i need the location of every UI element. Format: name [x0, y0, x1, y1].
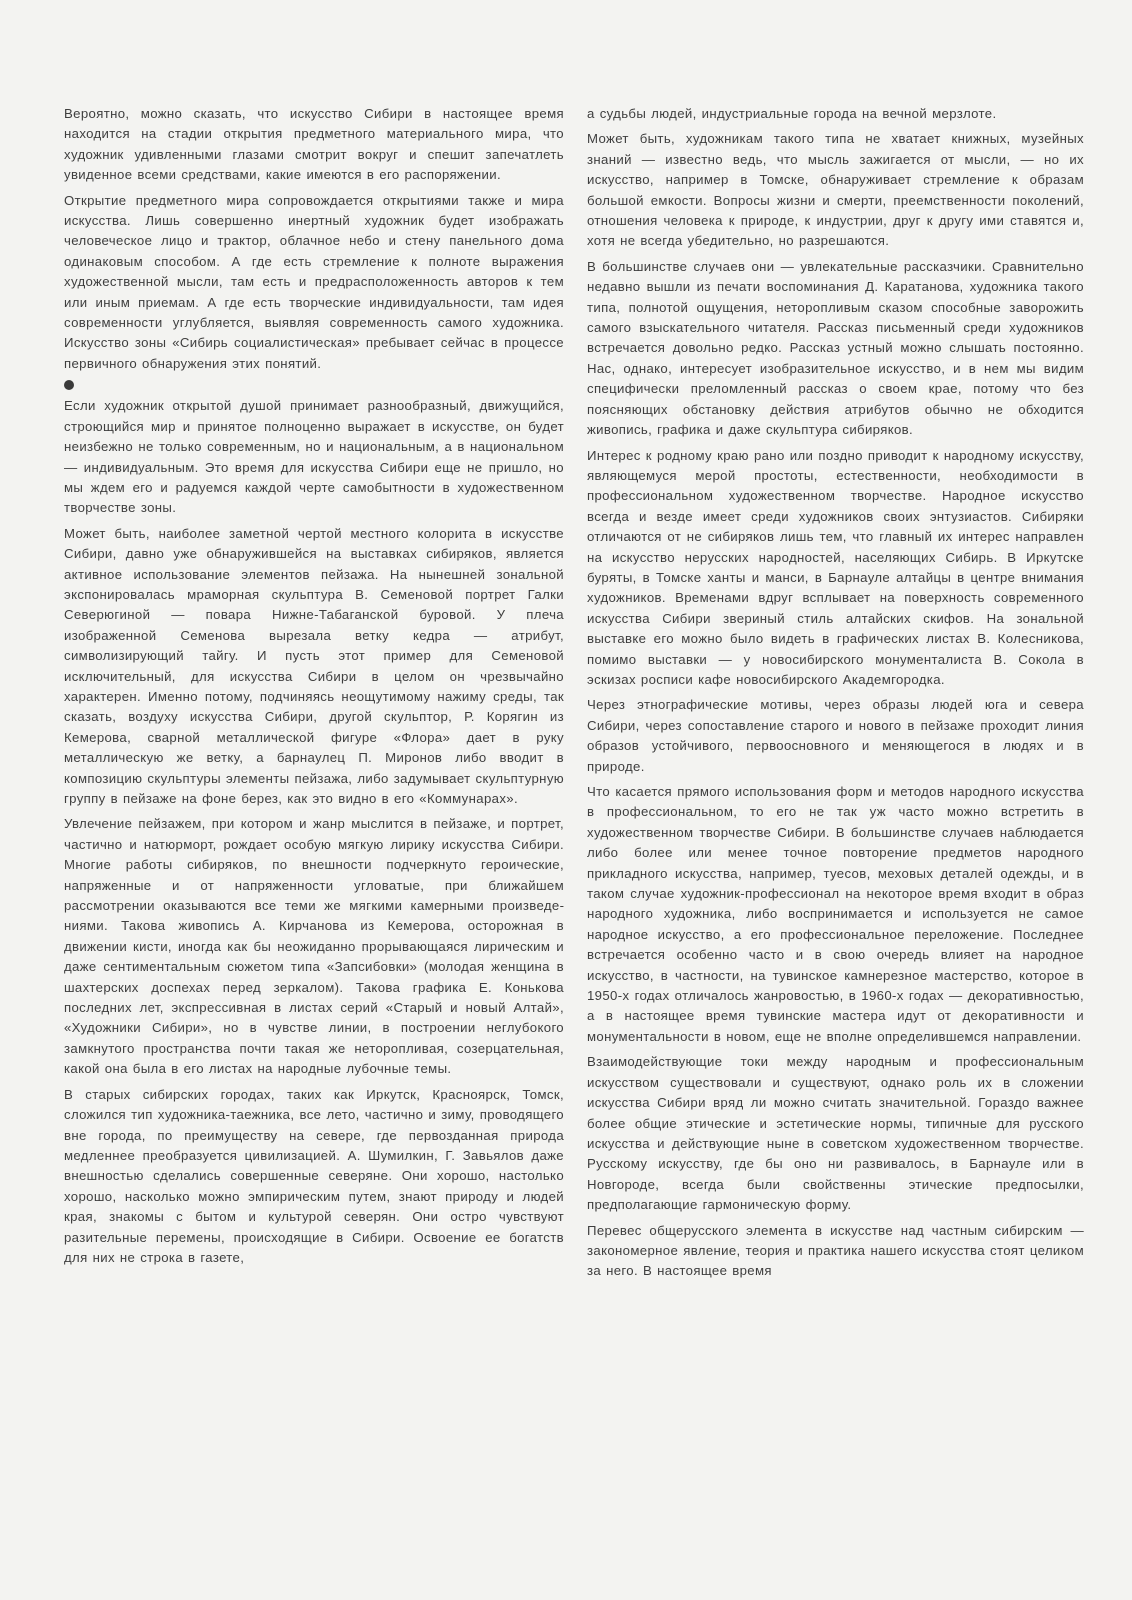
- paragraph: В большинстве случаев они — увлекательные рассказчики. Сравнительно недавно вышли из печати воспоминания Д. Каратанова, художника такого типа, полнотой ощущения, неторопливым сказом способные заворожить самого взыскательного читателя. Рассказ письменный среди художников встречается довольно редко. Рассказ устный можно слышать постоянно. Нас, однако, интересует изобразительное искусство, и в нем мы видим специфически преломленный рассказ о своем крае, потому что без поясняющих обстановку действия атрибутов обычно не обходится живопись, графика и даже скульптура сибиряков.: [587, 258, 1084, 438]
- paragraph: Перевес общерусского элемента в искусстве над частным сибирским — закономерное явление, теория и практика нашего искусства стоят целиком за него. В настоящее время: [587, 1222, 1084, 1279]
- left-column: [64, 104, 564, 1273]
- paragraph: Через этнографические мотивы, через образы людей юга и севера Сибири, через сопоставление старого и нового в пейзаже проходит линия образов устойчивого, первоосновного и меняющегося в людях и в природе.: [587, 697, 1084, 774]
- paragraph: Взаимодействующие токи между народным и профессиональным искусством существовали и существуют, однако роль их в сложении искусства Сибири вряд ли можно считать значительной. Гораздо важнее более общие этические и эстетические нормы, типичные для русского искусства и действующие ныне в советском художественном творчестве. Русскому искусству, где бы оно ни развивалось, в Барнауле или в Новгороде, всегда были свойственны этические предпосылки, предполагающие гармоническую форму.: [587, 1054, 1084, 1213]
- paragraph: а судьбы людей, индустриальные города на вечной мерзлоте.: [587, 106, 997, 121]
- paragraph: Интерес к родному краю рано или поздно приводит к народному искусству, являющемуся мерой простоты, естественности, необходимости в профессиональном художественном творчестве. Народное искусство всегда и везде имеет среди художников своих энтузиастов. Сибиряки отличаются от не сибиряков лишь тем, что главный их интерес направлен на искусство нерусских народностей, населяющих Сибирь. В Иркутске буряты, в Томске ханты и манси, в Барнауле алтайцы в центре внимания художников. Временами вдруг всплывает на поверхность современного искусства Сибири звериный стиль алтайских скифов. На зональной выставке его можно было видеть в графических листах В. Колесникова, помимо выставки — у новосибирского монументалиста В. Сокола в эскизах росписи кафе новосибирского Академгородка.: [587, 447, 1084, 687]
- paragraph: Может быть, художникам такого типа не хватает книжных, музейных знаний — известно ведь, что мысль зажигается от мысли, — но их искусство, например в Томске, обнаруживает стремление к образам большой емкости. Вопросы жизни и смерти, преемственности поколений, отношения человека к природе, к индустрии, друг к другу ими ставятся и, хотя не всегда убедительно, но разрешаются.: [587, 131, 1084, 249]
- paragraph: Может быть, наиболее заметной чертой местного колорита в искусстве Сибири, давно уже обнаружившейся на выставках сибиряков, является активное использование элементов пейзажа. На нынешней зональной экспонировалась мраморная скульптура В. Семеновой портрет Галки Северюгиной — повара Нижне-Табаганской буровой. У плеча изображенной Семенова вырезала ветку кедра — атрибут, символизирующий тайгу. И пусть этот пример для Семеновой исключительный, для искусства Сибири в целом он чрезвычайно характерен. Именно потому, подчиняясь неощутимому нажиму среды, так сказать, воздуху искусства Сибири, другой скульптор, Р. Корягин из Кемерова, сварной металлической фигуре «Флора» дает в руку металлическую же ветку, а барнаулец П. Миронов либо вводит в композицию скульптуры элементы пейзажа, либо задумывает скульптурную группу в пейзаже на фоне берез, как это видно в его «Коммунарах».: [64, 525, 564, 806]
- paragraph: Вероятно, можно сказать, что искусство Сибири в настоящее время находится на стадии открытия предметного материального мира, что художник удивленными глазами смотрит вокруг и спешит запечатлеть увиденное всеми средствами, какие имеются в его распоряжении.: [64, 106, 564, 183]
- paragraph: Что касается прямого использования форм и методов народного искусства в профессиональном, то его не так уж часто можно встретить в художественном творчестве Сибири. В большинстве случаев наблюдается либо более или менее точное повторение предметов народного прикладного искусства, например, туесов, меховых деталей одежды, и в таком случае художник-профессионал на некоторое время входит в образ народного художника, либо воспринимается и используется не самое народное искусство, а его профессиональное переложение. Последнее встречается особенно часто и в свою очередь влияет на народное искусство, в частности, на тувинское камнерезное мастерство, которое в 1950-х годах отличалось жанровостью, в 1960-х годах — декоративностью, а в настоящее время тувинские мастера идут от декоративности и монументальности в новом, еще не вполне определившемся направлении.: [587, 784, 1084, 1044]
- paragraph: Увлечение пейзажем, при котором и жанр мыслится в пейзаже, и портрет, частично и натюрморт, рождает особую мягкую лирику искусства Сибири. Многие работы сибиряков, по внешности подчеркнуто героические, напряженные и от напряженности угловатые, при ближайшем рассмотрении оказываются все теми же мягкими камерными произведениями. Такова живопись А. Кирчанова из Кемерова, осторожная в движении кисти, иногда как бы неожиданно прорывающаяся лирическим и даже сентиментальным сюжетом типа «Запсибовки» (молодая женщина в шахтерских доспехах перед зеркалом). Такова графика Е. Конькова последних лет, экспрессивная в листах серий «Старый и новый Алтай», «Художники Сибири», но в чувстве линии, в построении неглубокого замкнутого пространства почти такая же неторопливая, созерцательная, какой она была в его листах на народные лубочные темы.: [64, 816, 564, 1077]
- paragraph: В старых сибирских городах, таких как Иркутск, Красноярск, Томск, сложился тип художника-таежника, все лето, частично и зиму, проводящего вне города, по преимуществу на севере, где первозданная природа медленнее преобразуется цивилизацией. А. Шумилкин, Г. Завьялов даже внешностью сделались совершенные северяне. Они хорошо, настолько хорошо, насколько можно эмпирическим путем, знают природу и людей края, знакомы с бытом и культурой северян. Они остро чувствуют разительные перемены, происходящие в Сибири. Освоение ее богатств для них не строка в газете,: [64, 1086, 564, 1265]
- paragraph: Если художник открытой душой принимает разнообразный, движущийся, строющийся мир и принятое полноценно выражает в искусстве, он будет неизбежно не только современным, но и национальным, а в национальном — индивидуальным. Это время для искусства Сибири еще не пришло, но мы ждем его и радуемся каждой черте самобытности в художественном творчестве зоны.: [64, 398, 564, 516]
- paragraph: Открытие предметного мира сопровождается открытиями также и мира искусства. Лишь совершенно инертный художник будет изображать человеческое лицо и трактор, облачное небо и стену панельного дома одинаковым способом. А где есть стремление к полноте выражения художественной мысли, там есть и предрасположенность авторов к тем или иным приемам. А где есть творческие индивидуальности, там идея современности углубляется, выявляя современность самого художника. Искусство зоны «Сибирь социалистическая» пребывает сейчас в процессе первичного обнаружения этих понятий.: [64, 192, 564, 371]
- section-bullet-icon: [64, 380, 74, 390]
- right-column: [587, 104, 1084, 1287]
